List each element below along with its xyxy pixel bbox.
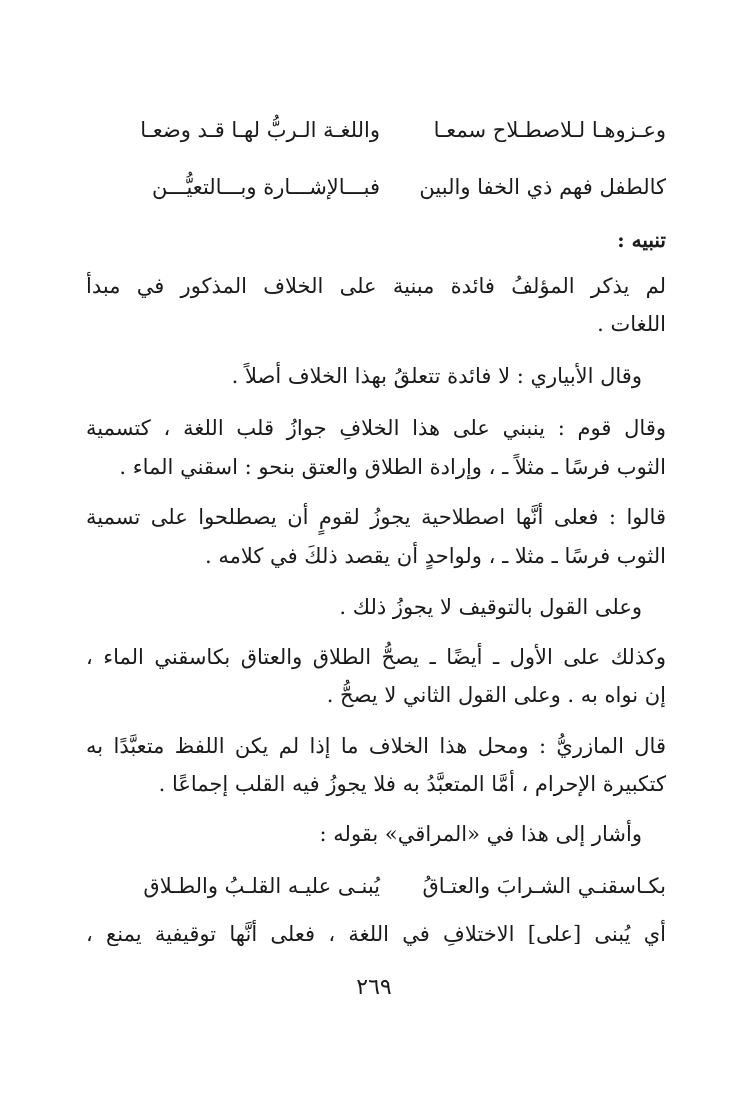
paragraph-6-line-1: وكذلك على الأول ـ أيضًا ـ يصحُّ الطلاق والعتاق بكاسقني الماء ، xyxy=(86,645,666,669)
verse3-second-hemistich: بكـاسقنـي الشـرابَ والعتـاقُ xyxy=(422,874,666,898)
verse2-first-hemistich: فبـــالإشـــارة وبـــالتعيُّـــن xyxy=(152,175,380,199)
paragraph-7-line-2: كتكبيرة الإحرام ، أمَّا المتعبَّدُ به فلا يجوزُ فيه القلب إجماعًا . xyxy=(158,772,666,796)
paragraph-5-line-1: وعلى القول بالتوقيف لا يجوزُ ذلك . xyxy=(339,595,642,619)
paragraph-7-line-1: قال المازريُّ : ومحل هذا الخلاف ما إذا لم يكن اللفظ متعبَّدًا به xyxy=(86,734,666,758)
paragraph-1-line-1: لم يذكر المؤلفُ فائدة مبنية على الخلاف المذكور في مبدأ xyxy=(86,274,666,298)
paragraph-4-line-2: الثوب فرسًا ـ مثلا ـ ، ولواحدٍ أن يقصد ذلكَ في كلامه . xyxy=(205,544,666,568)
verse1-second-hemistich: وعـزوهـا لـلاصطـلاح سمعـا xyxy=(433,118,666,142)
paragraph-1-line-2: اللغات . xyxy=(597,312,666,336)
verse2-second-hemistich: كالطفل فهم ذي الخفا والبين xyxy=(419,175,666,199)
paragraph-4-line-1: قالوا : فعلى أنَّها اصطلاحية يجوزُ لقومٍ أن يصطلحوا على تسمية xyxy=(86,505,666,529)
paragraph-3-line-1: وقال قوم : ينبني على هذا الخلافِ جوازُ قلب اللغة ، كتسمية xyxy=(86,416,666,440)
paragraph-3-line-2: الثوب فرسًا ـ مثلاً ـ ، وإرادة الطلاق والعتق بنحو : اسقني الماء . xyxy=(119,455,666,479)
paragraph-8-line-1: وأشار إلى هذا في «المراقي» بقوله : xyxy=(319,822,642,846)
paragraph-2-line-1: وقال الأبياري : لا فائدة تتعلقُ بهذا الخلاف أصلاً . xyxy=(231,364,642,388)
closing-line: أي يُبنى [على] الاختلافِ في اللغة ، فعلى أنَّها توقيفية يمنع ، xyxy=(86,922,666,946)
paragraph-6-line-2: إن نواه به . وعلى القول الثاني لا يصحُّ . xyxy=(326,683,666,707)
note-heading: تنبيه : xyxy=(617,228,666,252)
verse3-first-hemistich: يُبنـى عليـه القلـبُ والطـلاق xyxy=(143,874,380,898)
verse1-first-hemistich: واللغـة الـربُّ لهـا قـد وضعـا xyxy=(140,118,380,142)
page-number: ٢٦٩ xyxy=(356,975,392,1000)
